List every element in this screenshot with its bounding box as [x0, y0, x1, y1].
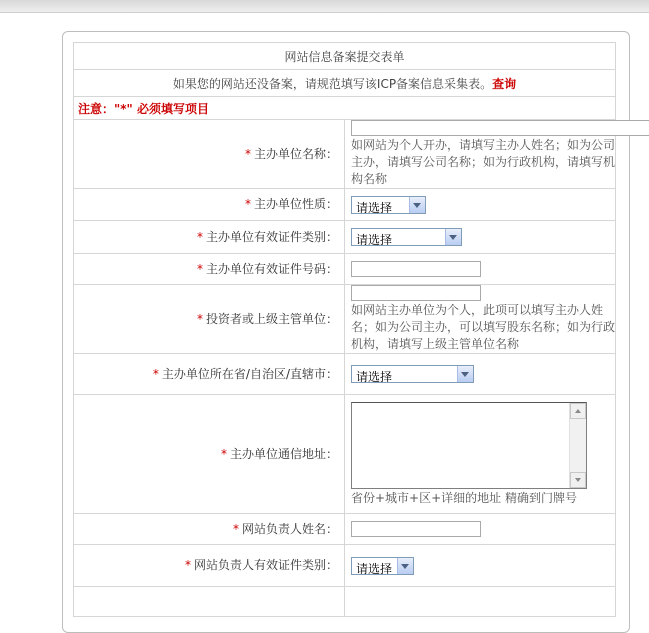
browser-top-bar	[0, 0, 649, 13]
org-name-hint: 如网站为个人开办，请填写主办人姓名；如为公司主办，请填写公司名称；如为行政机构，请填写机构名称	[351, 138, 616, 186]
scroll-up-arrow-icon[interactable]	[570, 403, 586, 419]
investor-input[interactable]	[351, 285, 481, 301]
row-org-type	[74, 189, 616, 221]
chevron-down-icon	[457, 366, 473, 382]
label-investor: * 投资者或上级主管单位：	[74, 285, 345, 354]
row-owner-name	[74, 514, 616, 545]
row-cert-number	[74, 254, 616, 285]
owner-cert-type-select[interactable]: 请选择	[351, 557, 414, 575]
row-owner-cert-type	[74, 545, 616, 587]
row-next	[74, 587, 616, 617]
row-address	[74, 395, 616, 514]
org-name-input[interactable]	[351, 120, 649, 136]
required-mark: *	[244, 146, 251, 161]
label-cert-type: * 主办单位有效证件类别：	[74, 221, 345, 254]
form-intro	[74, 70, 616, 97]
label-owner-name: * 网站负责人姓名：	[74, 514, 345, 545]
required-notice: 注意："*" 必须填写项目	[74, 97, 616, 120]
intro-text: 如果您的网站还没备案，请规范填写该ICP备案信息采集表。	[172, 76, 493, 91]
org-type-select[interactable]: 请选择	[351, 196, 426, 214]
query-link[interactable]: 查询	[492, 76, 517, 91]
label-org-type: * 主办单位性质：	[74, 189, 345, 221]
row-province	[74, 354, 616, 395]
chevron-down-icon	[445, 229, 461, 245]
owner-name-input[interactable]	[351, 521, 481, 537]
label-province: * 主办单位所在省/自治区/直辖市：	[74, 354, 345, 395]
row-org-name	[74, 120, 616, 189]
label-org-name: * 主办单位名称：	[74, 120, 345, 189]
chevron-down-icon	[409, 197, 425, 213]
icp-filing-form	[73, 42, 616, 617]
label-owner-cert-type: * 网站负责人有效证件类别：	[74, 545, 345, 587]
investor-hint: 如网站主办单位为个人，此项可以填写主办人姓名；如为公司主办，可以填写股东名称；如为行政机构，请填写上级主管单位名称	[351, 303, 616, 351]
address-hint: 省份+城市+区+详细的地址 精确到门牌号	[351, 490, 577, 505]
row-cert-type	[74, 221, 616, 254]
chevron-down-icon	[397, 558, 413, 574]
scroll-down-arrow-icon[interactable]	[570, 472, 586, 488]
province-select[interactable]: 请选择	[351, 365, 474, 383]
row-investor	[74, 285, 616, 354]
cert-number-input[interactable]	[351, 261, 481, 277]
form-title: 网站信息备案提交表单	[74, 43, 616, 70]
cert-type-select[interactable]: 请选择	[351, 228, 462, 246]
address-textarea[interactable]	[351, 402, 587, 489]
label-address: * 主办单位通信地址：	[74, 395, 345, 514]
label-cert-number: * 主办单位有效证件号码：	[74, 254, 345, 285]
